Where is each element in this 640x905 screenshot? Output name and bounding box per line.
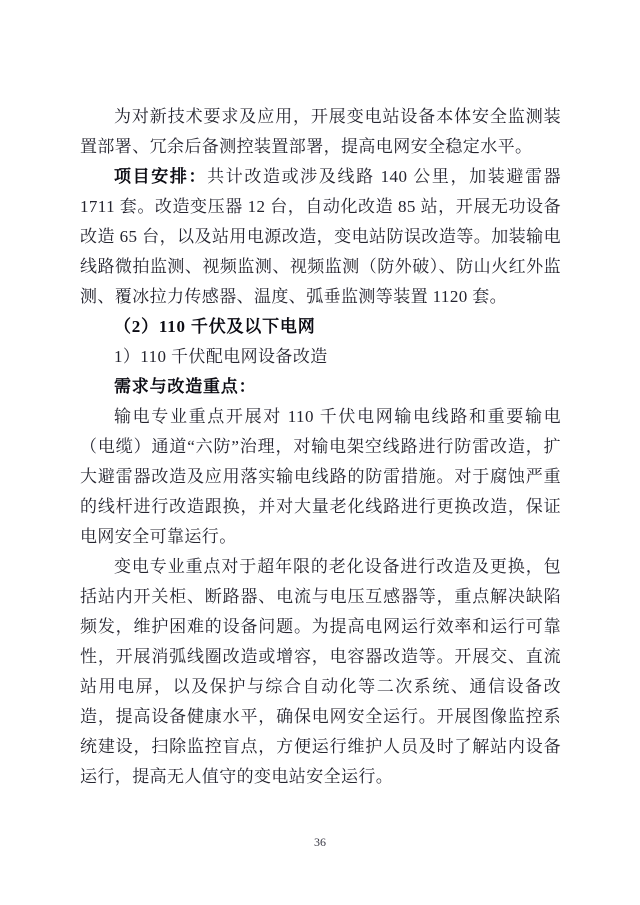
paragraph-text: 共计改造或涉及线路 140 公里，加装避雷器 1711 套。改造变压器 12 台，自动化改造 85 站，开展无功设备改造 65 台，以及站用电源改造，变电站防误改造等。加装输电线路微拍监测、视频监测、视频监测（防外破）、防山火红外监测、覆冰拉力传感器、温度、弧垂监测等装置 1120 套。 (80, 167, 561, 306)
page-content (80, 102, 561, 792)
paragraph-transmission: 输电专业重点开展对 110 千伏电网输电线路和重要输电（电缆）通道“六防”治理，对输电架空线路进行防雷改造，扩大避雷器改造及应用落实输电线路的防雷措施。对于腐蚀严重的线杆进行改造跟换，并对大量老化线路进行更换改造，保证电网安全可靠运行。 (80, 407, 561, 546)
subsection-heading-distribution-upgrade: 1）110 千伏配电网设备改造 (114, 347, 328, 366)
paragraph-lead-bold: 项目安排： (114, 167, 208, 186)
section-heading-110kv: （2）110 千伏及以下电网 (114, 317, 316, 336)
paragraph-intro: 为对新技术要求及应用，开展变电站设备本体安全监测装置部署、冗余后备测控装置部署，提高电网安全稳定水平。 (80, 107, 561, 156)
emphasis-heading-requirements: 需求与改造重点： (114, 377, 257, 396)
paragraph-project-arrangement (80, 162, 561, 312)
page-number: 36 (314, 835, 326, 849)
paragraph-substation: 变电专业重点对于超年限的老化设备进行改造及更换，包括站内开关柜、断路器、电流与电压互感器等，重点解决缺陷频发，维护困难的设备问题。为提高电网运行效率和运行可靠性，开展消弧线圈改造或增容，电容器改造等。开展交、直流站用电屏，以及保护与综合自动化等二次系统、通信设备改造，提高设备健康水平，确保电网安全运行。开展图像监控系统建设，扫除监控盲点，方便运行维护人员及时了解站内设备运行，提高无人值守的变电站安全运行。 (80, 557, 561, 786)
